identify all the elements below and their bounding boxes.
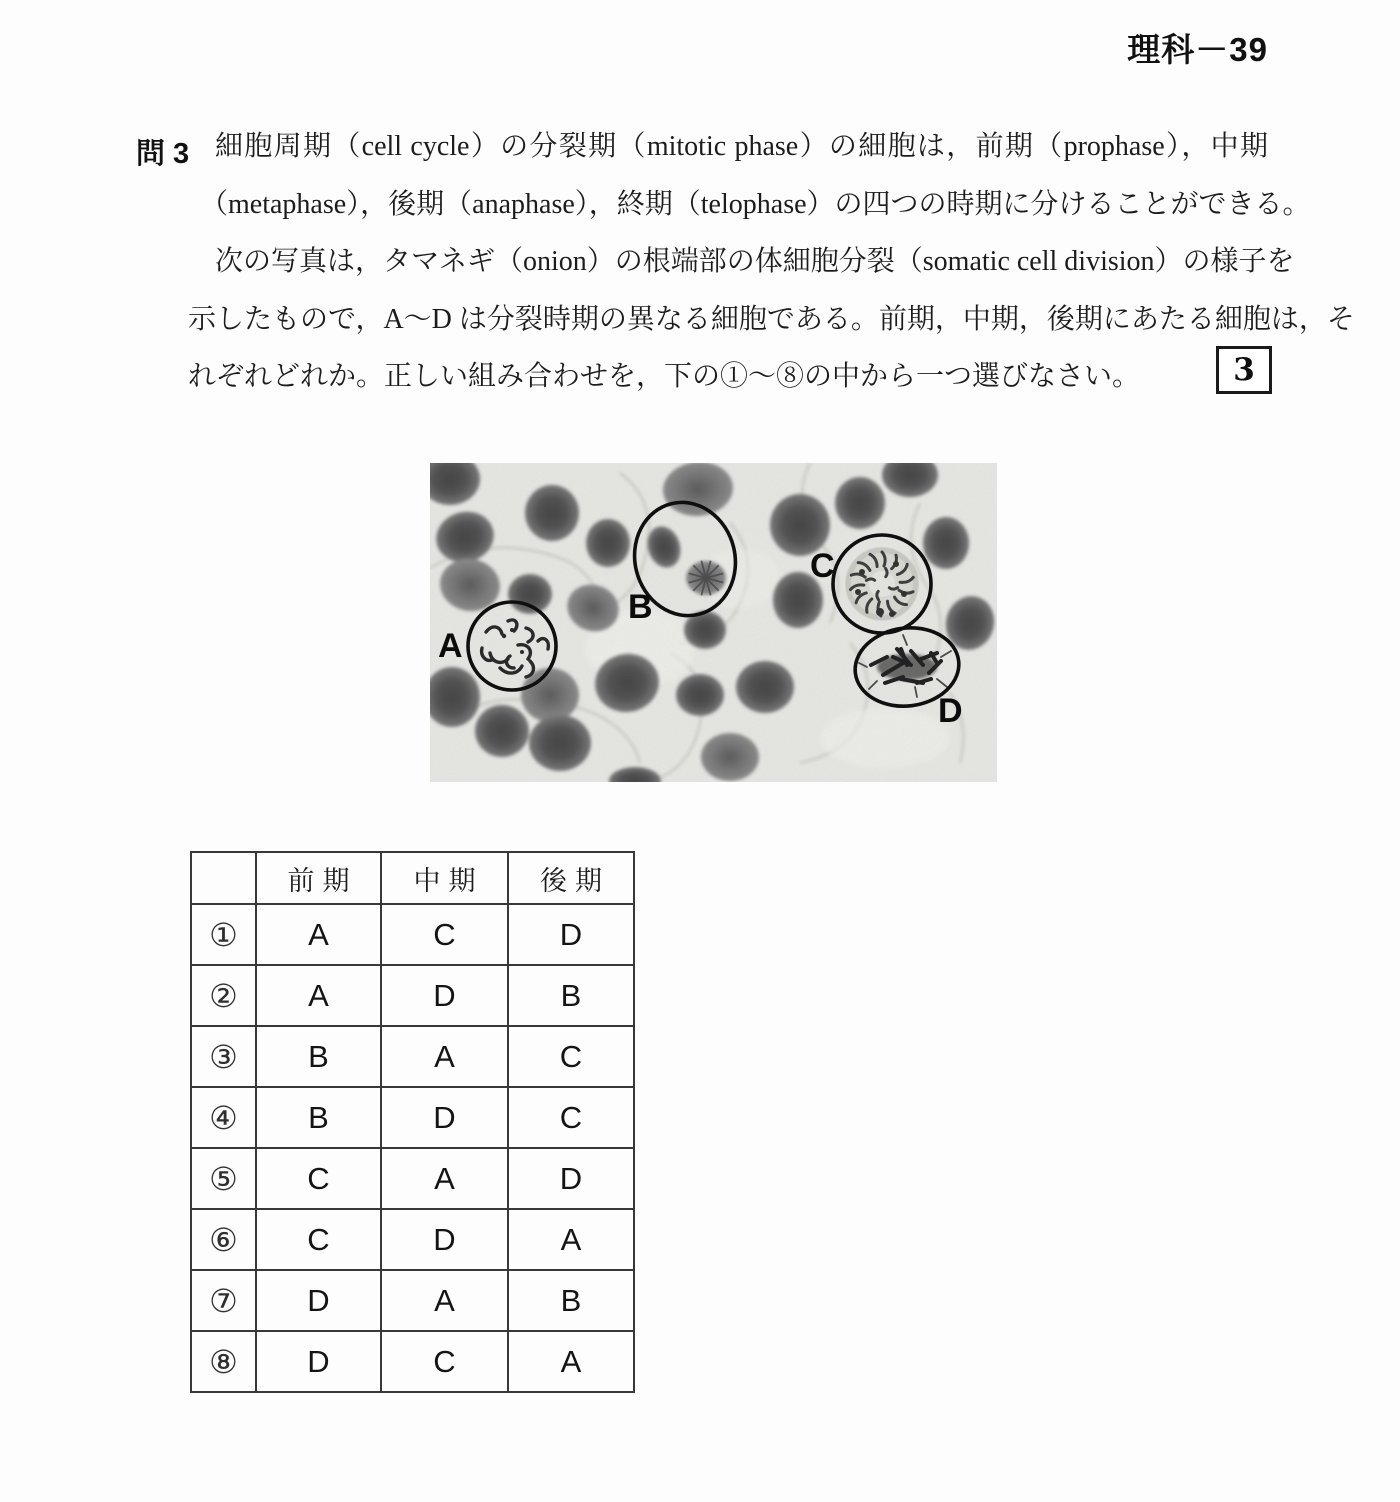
answer-number-box: [1216, 346, 1272, 394]
options-table: [190, 851, 635, 1393]
option-row-7: [191, 1270, 634, 1331]
question-line-4: 示したもので，A～D は分裂時期の異なる細胞である。前期，中期，後期にあたる細胞は，そ: [188, 303, 1355, 335]
option-6-number: ⑥: [191, 1209, 256, 1270]
option-8-metaphase: C: [381, 1331, 508, 1392]
option-8-anaphase: A: [508, 1331, 634, 1392]
option-1-metaphase: C: [381, 904, 508, 965]
option-2-prophase: A: [256, 965, 381, 1026]
cell-label-d: D: [938, 692, 963, 730]
option-3-anaphase: C: [508, 1026, 634, 1087]
option-row-2: [191, 965, 634, 1026]
option-2-anaphase: B: [508, 965, 634, 1026]
option-6-metaphase: D: [381, 1209, 508, 1270]
option-7-metaphase: A: [381, 1270, 508, 1331]
micrograph: [430, 463, 997, 782]
option-1-anaphase: D: [508, 904, 634, 965]
page-number-label: 理科－39: [1127, 31, 1268, 68]
option-3-prophase: B: [256, 1026, 381, 1087]
option-7-number: ⑦: [191, 1270, 256, 1331]
col-header-prophase: 前期: [256, 852, 381, 904]
option-5-metaphase: A: [381, 1148, 508, 1209]
cell-label-a: A: [438, 627, 463, 665]
option-row-5: [191, 1148, 634, 1209]
table-header-row: [191, 852, 634, 904]
question-block: [136, 126, 1355, 414]
option-3-metaphase: A: [381, 1026, 508, 1087]
option-7-prophase: D: [256, 1270, 381, 1331]
option-7-anaphase: B: [508, 1270, 634, 1331]
option-1-prophase: A: [256, 904, 381, 965]
option-4-anaphase: C: [508, 1087, 634, 1148]
question-line-2: （metaphase），後期（anaphase），終期（telophase）の四つの時期に分けることができる。: [200, 188, 1311, 220]
corner-cell: [191, 852, 256, 904]
col-header-anaphase: 後期: [508, 852, 634, 904]
option-row-1: [191, 904, 634, 965]
option-8-number: ⑧: [191, 1331, 256, 1392]
option-2-metaphase: D: [381, 965, 508, 1026]
option-5-prophase: C: [256, 1148, 381, 1209]
option-2-number: ②: [191, 965, 256, 1026]
option-row-6: [191, 1209, 634, 1270]
option-6-anaphase: A: [508, 1209, 634, 1270]
option-row-8: [191, 1331, 634, 1392]
cell-label-b: B: [628, 588, 653, 626]
option-5-anaphase: D: [508, 1148, 634, 1209]
micrograph-image: [430, 463, 997, 782]
question-line-1: 細胞周期（cell cycle）の分裂期（mitotic phase）の細胞は，前期（prophase），中期: [215, 131, 1268, 162]
option-row-3: [191, 1026, 634, 1087]
option-5-number: ⑤: [191, 1148, 256, 1209]
option-6-prophase: C: [256, 1209, 381, 1270]
option-4-prophase: B: [256, 1087, 381, 1148]
option-4-number: ④: [191, 1087, 256, 1148]
answer-number: 3: [1233, 352, 1255, 388]
option-4-metaphase: D: [381, 1087, 508, 1148]
question-line-3: 次の写真は，タマネギ（onion）の根端部の体細胞分裂（somatic cell division）の様子を: [215, 246, 1295, 277]
option-8-prophase: D: [256, 1331, 381, 1392]
option-1-number: ①: [191, 904, 256, 965]
option-row-4: [191, 1087, 634, 1148]
question-line-5: れぞれどれか。正しい組み合わせを，下の①～⑧の中から一つ選びなさい。: [188, 361, 1141, 392]
option-3-number: ③: [191, 1026, 256, 1087]
question-number: 問 3: [136, 138, 190, 170]
col-header-metaphase: 中期: [381, 852, 508, 904]
cell-label-c: C: [810, 547, 835, 585]
